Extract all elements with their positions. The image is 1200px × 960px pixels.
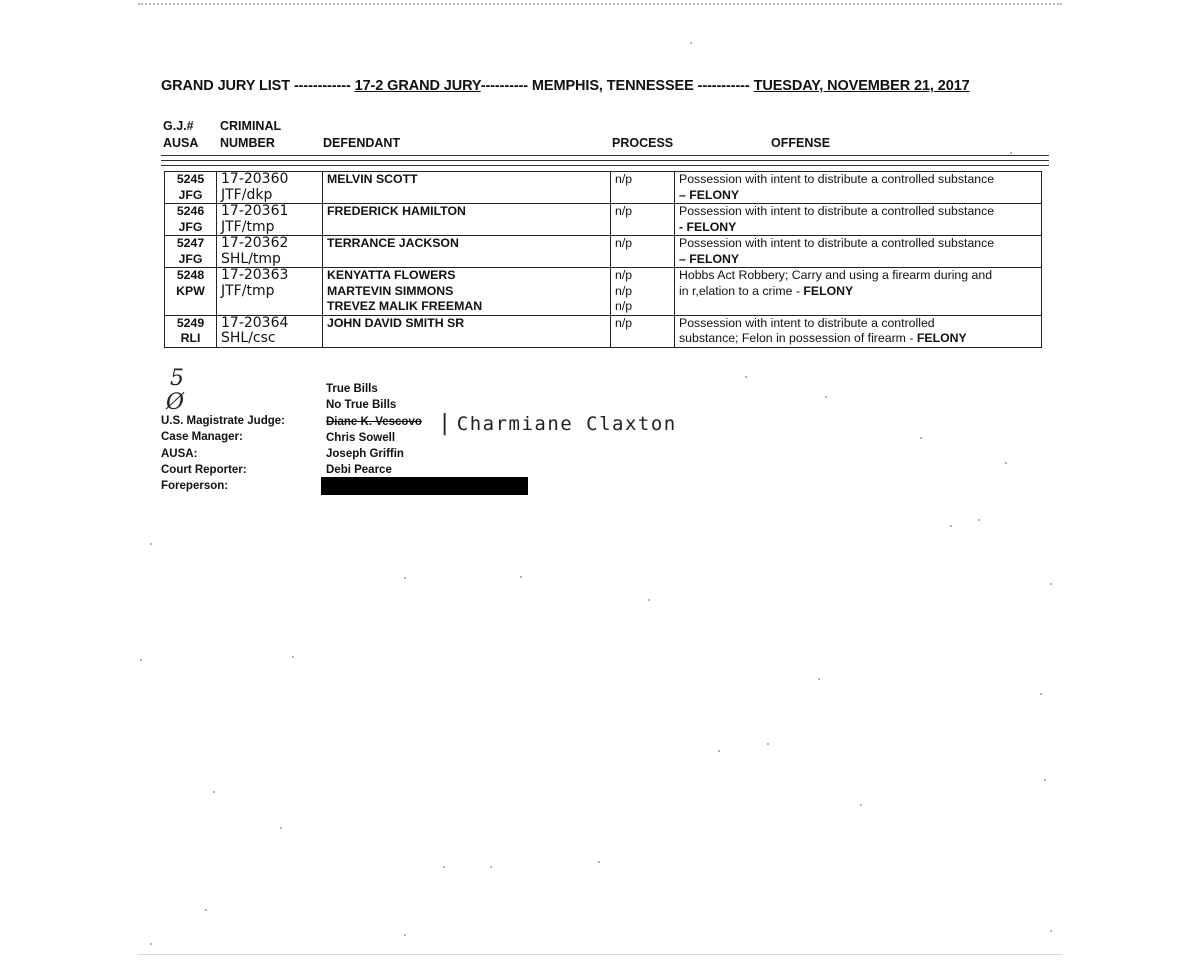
ausa-label: AUSA: bbox=[161, 447, 198, 460]
scan-speck bbox=[1005, 462, 1007, 464]
title-date: TUESDAY, NOVEMBER 21, 2017 bbox=[753, 78, 970, 94]
scan-speck bbox=[950, 525, 952, 527]
header-rule-bottom bbox=[161, 165, 1049, 166]
table-row bbox=[165, 172, 1042, 204]
title-part-3: ---------- MEMPHIS, TENNESSEE ----------- bbox=[480, 78, 750, 94]
defendant-cell bbox=[323, 268, 611, 316]
criminal-number-cell bbox=[217, 204, 323, 236]
case-manager-label: Case Manager: bbox=[161, 431, 243, 444]
case-initials: JTF/tmp bbox=[221, 218, 275, 235]
case-initials: JTF/tmp bbox=[221, 282, 275, 299]
process-value: n/p bbox=[615, 236, 633, 250]
offense-cell bbox=[675, 204, 1042, 236]
gj-number: 5248 bbox=[176, 268, 205, 282]
offense-text: Possession with intent to distribute a controlled substance bbox=[679, 204, 995, 218]
header-rule-middle bbox=[161, 160, 1049, 161]
offense-class: – FELONY bbox=[679, 251, 740, 266]
case-initials: SHL/tmp bbox=[221, 250, 281, 267]
scan-speck bbox=[140, 659, 142, 661]
scan-speck bbox=[520, 576, 522, 578]
defendant-name: KENYATTA FLOWERS bbox=[327, 268, 456, 282]
header-gj bbox=[163, 118, 198, 152]
defendant-cell bbox=[323, 204, 611, 236]
defendant-name: TREVEZ MALIK FREEMAN bbox=[327, 299, 483, 313]
magistrate-judge-label: U.S. Magistrate Judge: bbox=[161, 415, 285, 427]
gj-cell bbox=[165, 268, 217, 316]
gj-number: 5245 bbox=[176, 172, 205, 186]
process-value: n/p bbox=[615, 268, 633, 282]
offense-text-line-2 bbox=[679, 284, 1037, 300]
scan-speck bbox=[1050, 583, 1052, 585]
scan-speck bbox=[598, 861, 600, 863]
scan-speck bbox=[920, 437, 922, 439]
scan-speck bbox=[404, 934, 406, 936]
gj-cell bbox=[165, 236, 217, 268]
table-row bbox=[165, 204, 1042, 236]
offense-cell bbox=[675, 172, 1042, 204]
offense-text: Possession with intent to distribute a controlled substance bbox=[679, 172, 995, 186]
process-value: n/p bbox=[615, 204, 633, 218]
scan-speck bbox=[648, 599, 650, 601]
no-true-bills-count: Ø bbox=[166, 390, 185, 415]
offense-cell bbox=[675, 268, 1042, 316]
gj-number: 5246 bbox=[176, 204, 205, 218]
true-bills-count: 5 bbox=[170, 366, 184, 391]
scan-speck bbox=[150, 543, 152, 545]
true-bills-label: True Bills bbox=[326, 383, 378, 395]
criminal-number: 17-20360 bbox=[221, 171, 289, 187]
defendant-name: JOHN DAVID SMITH SR bbox=[327, 315, 465, 330]
table-row bbox=[165, 268, 1042, 316]
offense-cell bbox=[675, 236, 1042, 268]
offense-continuation: substance; Felon in possession of firearm - bbox=[679, 331, 917, 345]
title-part-1: GRAND JURY LIST ------------ bbox=[161, 78, 351, 94]
grand-jury-table bbox=[164, 171, 1042, 348]
defendant-cell bbox=[323, 315, 611, 347]
offense-class: FELONY bbox=[803, 283, 854, 298]
scan-speck bbox=[1050, 930, 1052, 932]
ausa-initials: JFG bbox=[178, 219, 203, 234]
process-cell bbox=[611, 315, 675, 347]
criminal-number: 17-20363 bbox=[221, 267, 289, 283]
gj-number: 5249 bbox=[176, 315, 205, 330]
defendant-cell bbox=[323, 236, 611, 268]
offense-text: Possession with intent to distribute a controlled substance bbox=[679, 236, 995, 250]
criminal-number-cell bbox=[217, 315, 323, 347]
scan-speck bbox=[1044, 779, 1046, 781]
offense-class: FELONY bbox=[916, 331, 967, 345]
judge-name-struck: Diane K. Vescovo bbox=[326, 415, 422, 428]
defendant-name: MELVIN SCOTT bbox=[327, 172, 418, 186]
scan-speck bbox=[818, 678, 820, 680]
ausa-name: Joseph Griffin bbox=[326, 448, 404, 461]
offense-cell bbox=[675, 315, 1042, 347]
scan-speck bbox=[213, 791, 215, 793]
handwritten-judge-text: Charmiane Claxton bbox=[456, 413, 677, 435]
scan-speck bbox=[490, 866, 492, 868]
footer-labels bbox=[161, 413, 285, 494]
process-cell bbox=[611, 268, 675, 316]
scan-speck bbox=[1040, 693, 1042, 695]
table-row bbox=[165, 236, 1042, 268]
page-title bbox=[161, 78, 1041, 94]
process-cell bbox=[611, 236, 675, 268]
process-cell bbox=[611, 172, 675, 204]
header-ausa-label: AUSA bbox=[163, 136, 199, 150]
criminal-number: 17-20362 bbox=[221, 235, 289, 251]
offense-text-line-2 bbox=[679, 331, 1037, 347]
handwritten-judge-name bbox=[438, 411, 677, 436]
scan-speck bbox=[443, 866, 445, 868]
header-criminal-label: CRIMINAL bbox=[220, 119, 282, 133]
defendant-cell bbox=[323, 172, 611, 204]
no-true-bills-label: No True Bills bbox=[326, 399, 397, 412]
scan-speck bbox=[205, 909, 207, 911]
offense-text: Possession with intent to distribute a controlled bbox=[679, 315, 935, 330]
gj-cell bbox=[165, 204, 217, 236]
scan-speck bbox=[404, 577, 406, 579]
scan-speck bbox=[978, 519, 980, 521]
defendant-name: TERRANCE JACKSON bbox=[327, 236, 459, 250]
court-reporter-label: Court Reporter: bbox=[161, 463, 247, 476]
gj-number: 5247 bbox=[176, 236, 205, 250]
scan-speck bbox=[690, 42, 692, 44]
court-reporter-name: Debi Pearce bbox=[326, 464, 392, 477]
ausa-initials: JFG bbox=[178, 251, 203, 266]
scan-speck bbox=[718, 750, 720, 752]
insertion-mark: | bbox=[438, 411, 453, 436]
footer-values bbox=[326, 381, 422, 479]
foreperson-label: Foreperson: bbox=[161, 480, 229, 493]
gj-cell bbox=[165, 315, 217, 347]
criminal-number-cell bbox=[217, 236, 323, 268]
process-value: n/p bbox=[615, 172, 633, 186]
ausa-initials: KPW bbox=[176, 283, 205, 298]
header-number-label: NUMBER bbox=[220, 136, 275, 150]
header-rule-top bbox=[161, 155, 1049, 156]
header-criminal-number bbox=[220, 118, 281, 152]
scan-speck bbox=[150, 943, 152, 945]
criminal-number: 17-20361 bbox=[221, 203, 289, 219]
criminal-number-cell bbox=[217, 268, 323, 316]
ausa-initials: RLI bbox=[180, 331, 201, 345]
case-manager-name: Chris Sowell bbox=[326, 431, 396, 444]
offense-class: – FELONY bbox=[679, 187, 740, 202]
scan-bottom-border bbox=[138, 954, 1062, 955]
header-process: PROCESS bbox=[612, 136, 674, 150]
process-value: n/p bbox=[615, 299, 633, 313]
ausa-initials: JFG bbox=[178, 187, 203, 202]
title-grand-jury: 17-2 GRAND JURY bbox=[354, 78, 481, 94]
defendant-name: MARTEVIN SIMMONS bbox=[327, 283, 454, 298]
defendant-name: FREDERICK HAMILTON bbox=[327, 204, 466, 218]
scan-top-border bbox=[138, 3, 1062, 5]
criminal-number: 17-20364 bbox=[221, 315, 289, 331]
scan-speck bbox=[280, 827, 282, 829]
header-gj-label: G.J.# bbox=[163, 119, 194, 133]
foreperson-redaction bbox=[321, 477, 528, 495]
offense-text: Hobbs Act Robbery; Carry and using a firearm during and bbox=[679, 268, 993, 282]
criminal-number-cell bbox=[217, 172, 323, 204]
process-value: n/p bbox=[615, 283, 633, 298]
process-value: n/p bbox=[615, 315, 633, 330]
case-initials: SHL/csc bbox=[221, 330, 276, 346]
header-defendant: DEFENDANT bbox=[323, 136, 401, 150]
scan-speck bbox=[860, 804, 862, 806]
scan-speck bbox=[292, 656, 294, 658]
scan-speck bbox=[767, 743, 769, 745]
scan-speck bbox=[825, 396, 827, 398]
gj-cell bbox=[165, 172, 217, 204]
table-row bbox=[165, 315, 1042, 347]
header-offense: OFFENSE bbox=[771, 136, 831, 150]
case-initials: JTF/dkp bbox=[221, 186, 273, 203]
offense-class: - FELONY bbox=[679, 219, 737, 234]
scan-speck bbox=[745, 376, 747, 378]
process-cell bbox=[611, 204, 675, 236]
offense-continuation: in r,elation to a crime - bbox=[679, 283, 804, 298]
scan-speck bbox=[1010, 152, 1012, 154]
